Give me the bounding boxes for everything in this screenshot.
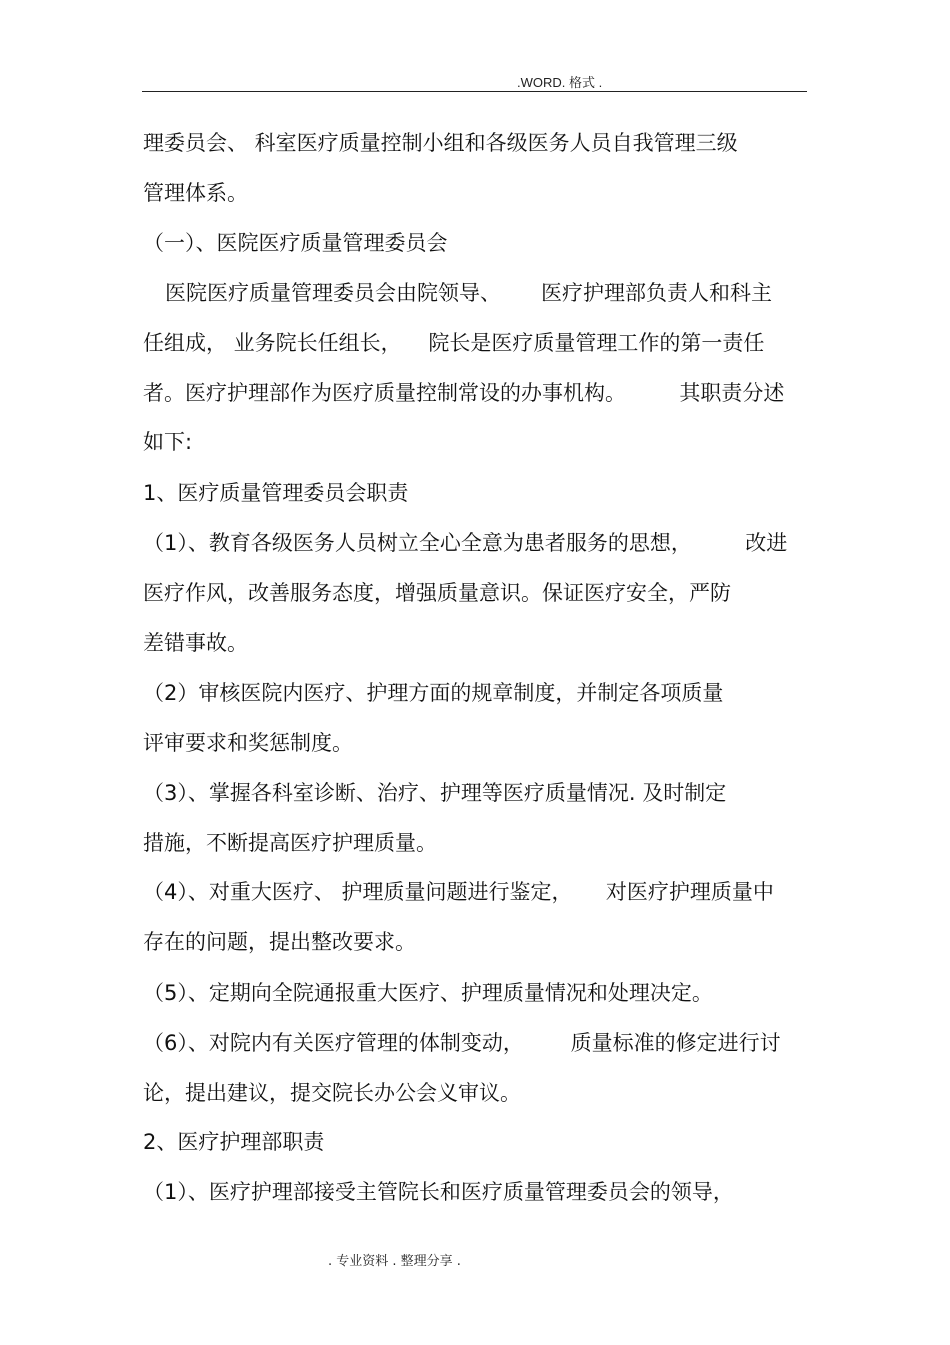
body-line: 差错事故。 <box>143 631 248 655</box>
body-line: 医院医疗质量管理委员会由院领导、 医疗护理部负责人和科主 <box>165 281 773 305</box>
section-heading: （一）、医院医疗质量管理委员会 <box>143 231 448 255</box>
body-line: 措施，不断提高医疗护理质量。 <box>143 831 437 855</box>
header-text: .WORD. 格式 . <box>517 75 603 90</box>
header-divider <box>142 91 807 92</box>
page-header <box>0 68 950 90</box>
list-item: （6）、对院内有关医疗管理的体制变动， 质量标准的修定进行讨 <box>143 1031 781 1055</box>
list-item: （3）、掌握各科室诊断、治疗、护理等医疗质量情况. 及时制定 <box>143 781 727 805</box>
body-line: 如下: <box>143 430 193 454</box>
body-line: 理委员会、 科室医疗质量控制小组和各级医务人员自我管理三级 <box>143 131 738 155</box>
section-heading: 1、医疗质量管理委员会职责 <box>143 481 409 505</box>
section-heading: 2、医疗护理部职责 <box>143 1130 325 1154</box>
body-line: 存在的问题，提出整改要求。 <box>143 930 416 954</box>
body-line: 管理体系。 <box>143 181 248 205</box>
body-line: 论，提出建议，提交院长办公会义审议。 <box>143 1081 521 1105</box>
list-item: （1）、医疗护理部接受主管院长和医疗质量管理委员会的领导， <box>143 1180 734 1204</box>
body-line: 任组成， 业务院长任组长， 院长是医疗质量管理工作的第一责任 <box>143 331 765 355</box>
list-item: （2）审核医院内医疗、护理方面的规章制度，并制定各项质量 <box>143 681 724 705</box>
page-footer: . 专业资料 . 整理分享 . <box>328 1254 461 1269</box>
list-item: （1）、教育各级医务人员树立全心全意为患者服务的思想， 改进 <box>143 531 788 555</box>
body-line: 医疗作风，改善服务态度，增强质量意识。保证医疗安全，严防 <box>143 581 731 605</box>
body-line: 者。医疗护理部作为医疗质量控制常设的办事机构。 其职责分述 <box>143 381 785 405</box>
list-item: （4）、对重大医疗、 护理质量问题进行鉴定， 对医疗护理质量中 <box>143 880 774 904</box>
body-line: 评审要求和奖惩制度。 <box>143 731 353 755</box>
list-item: （5）、定期向全院通报重大医疗、护理质量情况和处理决定。 <box>143 981 713 1005</box>
